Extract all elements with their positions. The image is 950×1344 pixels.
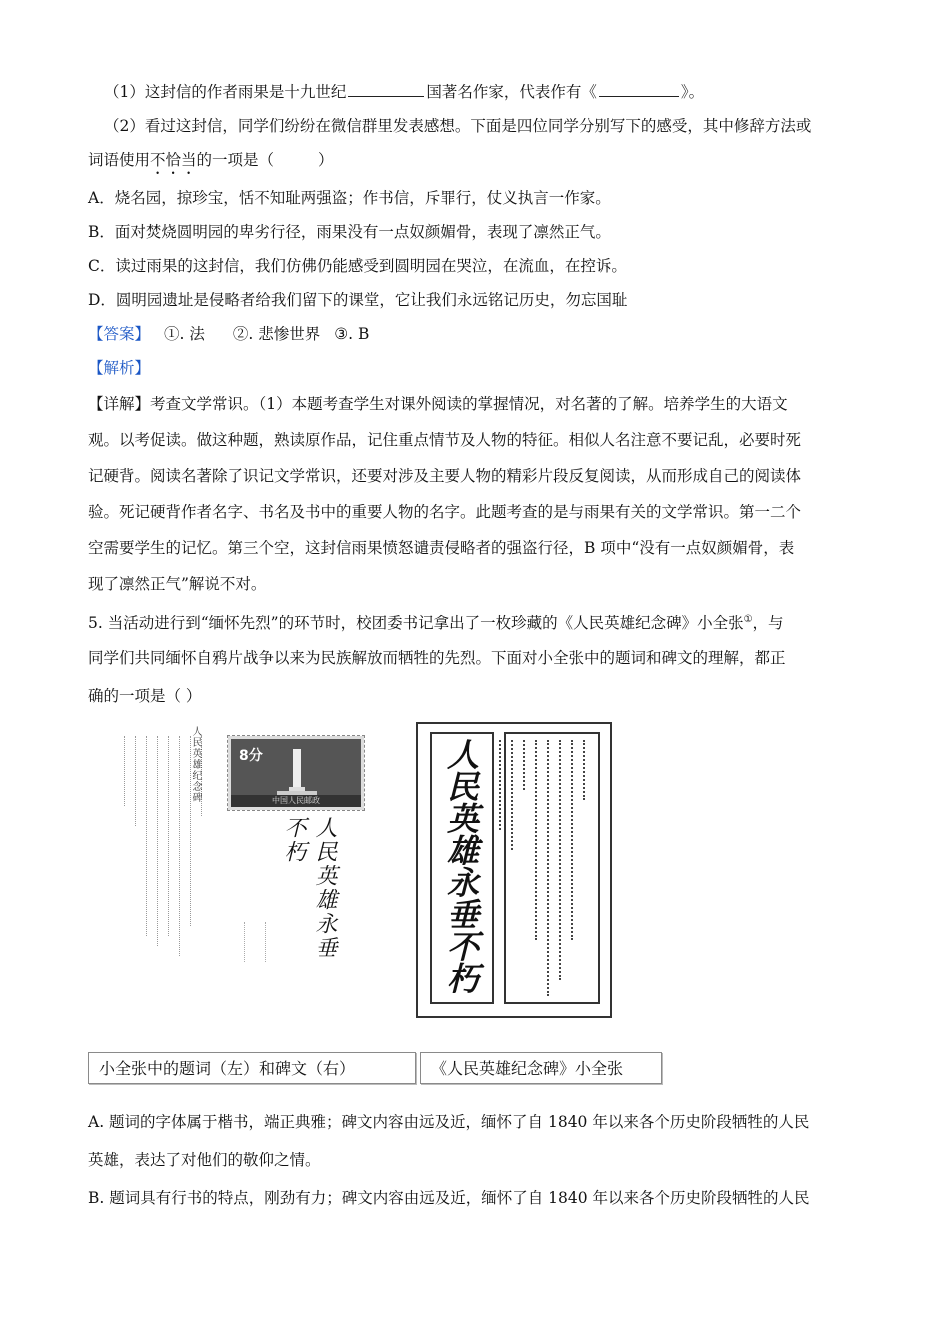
- q5-option-a[interactable]: A. 题词的字体属于楷书，端正典雅；碑文内容由远及近，缅怀了自 1840 年以来各个历史阶段牺牲的人民: [88, 1113, 810, 1131]
- q4-part2-close: ）: [318, 151, 334, 169]
- q4-part2-pre: 词语使用: [88, 151, 151, 169]
- souvenir-sheet-right-image: [416, 722, 612, 1018]
- option-d[interactable]: D．圆明园遗址是侵略者给我们留下的课堂，它让我们永远铭记历史，勿忘国耻: [88, 291, 628, 309]
- answer-blank-2[interactable]: [599, 82, 679, 97]
- q5-line1-pre: 5. 当活动进行到“缅怀先烈”的环节时，校团委书记拿出了一枚珍藏的《人民英雄纪念碑》小全张: [88, 614, 744, 633]
- q5-line1-post: ，与: [752, 614, 784, 633]
- q5-line2: 同学们共同缅怀自鸦片战争以来为民族解放而牺牲的先烈。下面对小全张中的题词和碑文的理解，都正: [88, 649, 786, 667]
- detail-first: 考查文学常识。（1）本题考查学生对课外阅读的掌握情况，对名著的了解。培养学生的大语文: [150, 395, 788, 413]
- souvenir-sheet-left-image: [118, 722, 382, 974]
- q4-part2-line2: [88, 150, 334, 178]
- detail-line: 观。以考促读。做这种题，熟读原作品，记住重点情节及人物的特征。相似人名注意不要记乱，必要时死: [88, 431, 802, 449]
- answer-tag: 【答案】: [88, 325, 151, 343]
- footnote-marker: ①: [743, 614, 753, 625]
- caption-left: 小全张中的题词（左）和碑文（右）: [88, 1052, 416, 1084]
- option-c[interactable]: C．读过雨果的这封信，我们仿佛仍能感受到圆明园在哭泣，在流血，在控诉。: [88, 257, 627, 275]
- seal-mark: [244, 922, 266, 962]
- answer-2: ②. 悲惨世界: [232, 325, 321, 343]
- option-b[interactable]: B．面对焚烧圆明园的卑劣行径，雨果没有一点奴颜媚骨，表现了凛然正气。: [88, 223, 611, 241]
- q4-part1-middle: 国著名作家，代表作有《: [426, 83, 597, 101]
- answer-blank-1[interactable]: [348, 82, 424, 97]
- q4-part2-post: 的一项是（: [196, 151, 275, 169]
- left-calligraphy: 人民英雄永垂不朽: [281, 816, 337, 960]
- q4-part1: [104, 82, 704, 102]
- detail-line: 空需要学生的记忆。第三个空，这封信雨果愤怒谴责侵略者的强盗行径，B 项中“没有一点奴颜媚骨，表: [88, 539, 795, 557]
- epitaph-panel: [504, 732, 600, 1004]
- q4-part2-line1: （2）看过这封信，同学们纷纷在微信群里发表感想。下面是四位同学分别写下的感受，其中修辞方法或: [104, 117, 812, 135]
- detail-line: 记硬背。阅读名著除了识记文学常识，还要对涉及主要人物的精彩片段反复阅读，从而形成自己的阅读体: [88, 467, 802, 485]
- detail-line: 现了凛然正气”解说不对。: [88, 575, 267, 593]
- q4-part1-prefix: （1）这封信的作者雨果是十九世纪: [104, 83, 347, 101]
- monument-icon: [267, 743, 327, 803]
- stamp: [228, 736, 364, 810]
- q4-part1-suffix: 》。: [680, 83, 705, 101]
- detail-tag: 【详解】: [88, 395, 151, 413]
- right-calligraphy: 人民英雄永垂不朽: [442, 738, 480, 994]
- q5-line3: 确的一项是（ ）: [88, 687, 202, 705]
- left-title: 人民英雄纪念碑: [190, 726, 201, 803]
- option-a[interactable]: A．烧名园，掠珍宝，恬不知耻两强盗；作书信，斥罪行，仗义执言一作家。: [88, 189, 611, 207]
- answer-3: ③. B: [334, 325, 370, 343]
- q5-line1: [88, 610, 784, 633]
- inscription-panel: [430, 732, 494, 1004]
- caption-right: 《人民英雄纪念碑》小全张: [420, 1052, 662, 1084]
- answer-line: [88, 324, 369, 344]
- stamp-value: 8分: [239, 748, 263, 764]
- q4-part2-emphasized: 不恰当: [150, 151, 197, 169]
- q5-option-a-cont: 英雄，表达了对他们的敬仰之情。: [88, 1151, 321, 1169]
- detail-line-1: [88, 394, 788, 414]
- q5-option-b[interactable]: B. 题词具有行书的特点，刚劲有力；碑文内容由远及近，缅怀了自 1840 年以来各个历史阶段牺牲的人民: [88, 1189, 810, 1207]
- analysis-tag: 【解析】: [88, 359, 151, 377]
- epitaph-columns: [499, 740, 592, 996]
- stamp-country: 中国人民邮政: [231, 795, 361, 807]
- detail-line: 验。死记硬背作者名字、书名及书中的重要人物的名字。此题考查的是与雨果有关的文学常识。第一二个: [88, 503, 802, 521]
- answer-1: ①. 法: [164, 325, 205, 343]
